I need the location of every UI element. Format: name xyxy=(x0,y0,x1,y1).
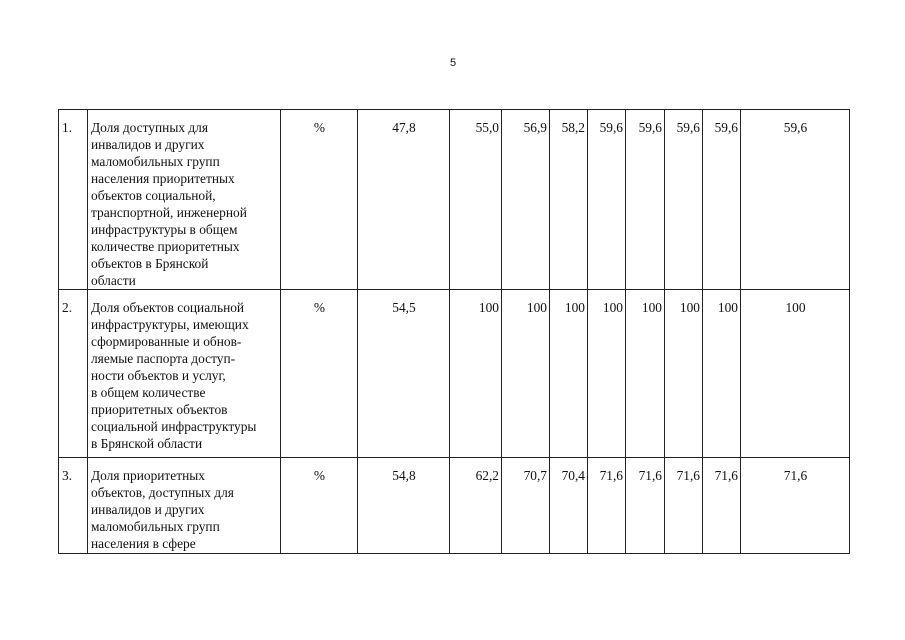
value-cell: 59,6 xyxy=(626,110,665,290)
indicator-name-line: сформированные и обнов- xyxy=(91,334,242,349)
value-cell: 55,0 xyxy=(450,110,502,290)
indicator-name-line: области xyxy=(91,273,136,288)
indicators-table xyxy=(58,109,850,554)
value-cell: 100 xyxy=(741,290,850,458)
indicator-name-line: инвалидов и других xyxy=(91,137,205,152)
row-number: 3. xyxy=(59,458,88,554)
value-cell: 71,6 xyxy=(665,458,703,554)
indicator-name-line: инфраструктуры в общем xyxy=(91,222,238,237)
indicator-name-line: населения в сфере xyxy=(91,536,196,551)
table-row xyxy=(59,290,850,458)
unit-cell: % xyxy=(281,110,358,290)
row-number: 2. xyxy=(59,290,88,458)
value-cell: 59,6 xyxy=(588,110,626,290)
value-cell: 100 xyxy=(502,290,550,458)
indicator-name-line: населения приоритетных xyxy=(91,171,235,186)
indicator-name-line: приоритетных объектов xyxy=(91,402,228,417)
value-cell: 54,8 xyxy=(358,458,450,554)
indicator-name-line: объектов социальной, xyxy=(91,188,216,203)
indicator-name-line: объектов в Брянской xyxy=(91,256,209,271)
value-cell: 100 xyxy=(703,290,741,458)
page-number: 5 xyxy=(449,57,457,69)
value-cell: 56,9 xyxy=(502,110,550,290)
value-cell: 100 xyxy=(588,290,626,458)
value-cell: 100 xyxy=(550,290,588,458)
value-cell: 54,5 xyxy=(358,290,450,458)
value-cell: 100 xyxy=(450,290,502,458)
value-cell: 71,6 xyxy=(703,458,741,554)
value-cell: 100 xyxy=(665,290,703,458)
value-cell: 100 xyxy=(626,290,665,458)
indicator-name-line: в Брянской области xyxy=(91,436,203,451)
unit-cell: % xyxy=(281,458,358,554)
value-cell: 59,6 xyxy=(703,110,741,290)
indicator-name xyxy=(88,110,281,290)
table-body xyxy=(59,110,850,554)
indicator-name-line: количестве приоритетных xyxy=(91,239,240,254)
value-cell: 58,2 xyxy=(550,110,588,290)
indicator-name xyxy=(88,458,281,554)
indicator-name-line: Доля доступных для xyxy=(91,120,209,135)
indicator-name-line: инфраструктуры, имеющих xyxy=(91,317,249,332)
indicator-name-line: ности объектов и услуг, xyxy=(91,368,226,383)
indicator-name-line: инвалидов и других xyxy=(91,502,205,517)
indicator-name-line: транспортной, инженерной xyxy=(91,205,247,220)
indicator-name-line: маломобильных групп xyxy=(91,154,220,169)
value-cell: 59,6 xyxy=(665,110,703,290)
value-cell: 71,6 xyxy=(588,458,626,554)
indicator-name-line: Доля приоритетных xyxy=(91,468,205,483)
indicator-name-line: в общем количестве xyxy=(91,385,206,400)
value-cell: 70,7 xyxy=(502,458,550,554)
value-cell: 59,6 xyxy=(741,110,850,290)
table-row xyxy=(59,458,850,554)
indicator-name-line: объектов, доступных для xyxy=(91,485,234,500)
value-cell: 71,6 xyxy=(741,458,850,554)
indicator-name-line: маломобильных групп xyxy=(91,519,220,534)
value-cell: 62,2 xyxy=(450,458,502,554)
indicator-name-line: ляемые паспорта доступ- xyxy=(91,351,236,366)
table-row xyxy=(59,110,850,290)
value-cell: 70,4 xyxy=(550,458,588,554)
indicator-name-line: Доля объектов социальной xyxy=(91,300,245,315)
value-cell: 71,6 xyxy=(626,458,665,554)
row-number: 1. xyxy=(59,110,88,290)
unit-cell: % xyxy=(281,290,358,458)
value-cell: 47,8 xyxy=(358,110,450,290)
indicator-name-line: социальной инфраструктуры xyxy=(91,419,257,434)
indicator-name xyxy=(88,290,281,458)
